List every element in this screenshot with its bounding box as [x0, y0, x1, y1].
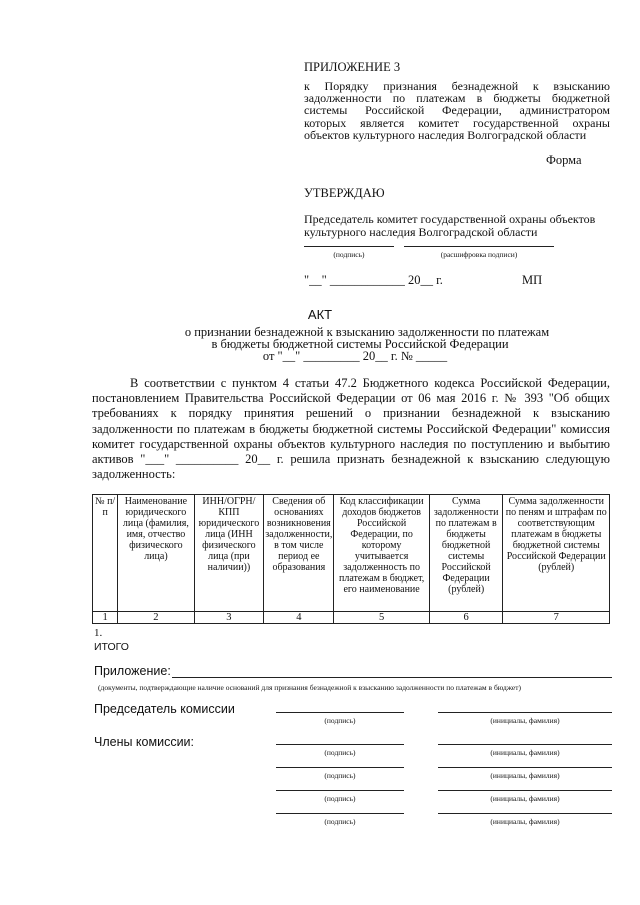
chairman-signature-note: (подпись)	[324, 716, 356, 725]
act-title: АКТ	[307, 307, 333, 322]
members-label: Члены комиссии:	[94, 735, 195, 749]
column-number: 3	[194, 612, 264, 624]
chairman-label: Председатель комиссии	[94, 702, 235, 716]
member-signature-note: (подпись)	[324, 794, 356, 803]
attachment-label: Приложение:	[94, 664, 171, 678]
member-signature-line	[276, 790, 404, 791]
member-name-note: (инициалы, фамилия)	[490, 794, 560, 803]
debt-table	[92, 494, 610, 624]
member-name-line	[438, 767, 612, 768]
column-number: 1	[93, 612, 118, 624]
table-header: Наименование юридического лица (фамилия, имя, отчество физического лица)	[118, 495, 194, 612]
member-signature-line	[276, 744, 404, 745]
appendix-title: ПРИЛОЖЕНИЕ 3	[304, 60, 401, 74]
chairman-name-line	[438, 712, 612, 713]
attachment-line	[172, 677, 612, 678]
chairman-signature-line	[276, 712, 404, 713]
approval-position: Председатель комитет государственной охраны объектов культурного наследия Волгоградской области	[304, 212, 596, 239]
column-number: 7	[503, 612, 610, 624]
stamp-label: МП	[522, 273, 543, 287]
decoding-note: (расшифровка подписи)	[440, 250, 518, 259]
member-name-note: (инициалы, фамилия)	[490, 748, 560, 757]
member-name-note: (инициалы, фамилия)	[490, 771, 560, 780]
column-number: 5	[334, 612, 429, 624]
chairman-name-note: (инициалы, фамилия)	[490, 716, 560, 725]
member-name-line	[438, 744, 612, 745]
member-signature-line	[276, 767, 404, 768]
member-signature-line	[276, 813, 404, 814]
table-header-row	[93, 495, 610, 612]
member-name-note: (инициалы, фамилия)	[490, 817, 560, 826]
act-subtitle-line3: от "__" _________ 20__ г. № _____	[262, 349, 448, 363]
form-label: Форма	[546, 153, 582, 167]
appendix-text: к Порядку признания безнадежной к взысканию задолженности по платежам в бюджеты бюджетной системы Российской Федерации, администратором которых является комитет государственной охраны объектов культурного наследия Волгоградской области	[304, 79, 610, 142]
table-header: Сумма задолженности по пеням и штрафам по соответствующим платежам в бюджеты бюджетной системы Российской Федерации (рублей)	[503, 495, 610, 612]
signature-note: (подпись)	[333, 250, 365, 259]
table-number-row	[93, 612, 610, 624]
table-first-row-number: 1.	[94, 627, 103, 639]
approval-date: "__" ____________ 20__ г.	[304, 273, 443, 287]
column-number: 2	[118, 612, 194, 624]
attachment-note: (документы, подтверждающие наличие оснований для признания безнадежной к взысканию задолженности по платежам в бюджет)	[98, 683, 522, 692]
approval-title: УТВЕРЖДАЮ	[304, 186, 385, 200]
act-subtitle-line1: о признании безнадежной к взысканию задолженности по платежам	[184, 325, 550, 339]
column-number: 4	[264, 612, 334, 624]
member-signature-note: (подпись)	[324, 748, 356, 757]
table-total-label: ИТОГО	[94, 641, 129, 653]
member-name-line	[438, 813, 612, 814]
member-signature-note: (подпись)	[324, 771, 356, 780]
decoding-line	[404, 246, 554, 247]
member-signature-note: (подпись)	[324, 817, 356, 826]
table-header: № п/п	[93, 495, 118, 612]
table-header: Сумма задолженности по платежам в бюджеты бюджетной системы Российской Федерации (рублей)	[429, 495, 503, 612]
column-number: 6	[429, 612, 503, 624]
table-header: Код классификации доходов бюджетов Российской Федерации, по которому учитывается задолженность по платежам в бюджет, его наименование	[334, 495, 429, 612]
body-text: В соответствии с пунктом 4 статьи 47.2 Бюджетного кодекса Российской Федерации, постановлением Правительства Российской Федерации от 06 мая 2016 г. № 393 "Об общих требованиях к порядку принятия решений о признании безнадежной к взысканию задолженности по платежам в бюджеты бюджетной системы Российской Федерации" комиссия комитет государственной охраны объектов культурного наследия по поступлению и выбытию активов "___" __________ 20__ г. решила признать безнадежной к взысканию следующую задолженность:	[92, 376, 610, 482]
act-subtitle-line2: в бюджеты бюджетной системы Российской Федерации	[211, 337, 509, 351]
signature-line	[304, 246, 394, 247]
table-header: Сведения об основаниях возникновения задолженности, в том числе период ее образования	[264, 495, 334, 612]
table-header: ИНН/ОГРН/ КПП юридического лица (ИНН физического лица (при наличии))	[194, 495, 264, 612]
member-name-line	[438, 790, 612, 791]
